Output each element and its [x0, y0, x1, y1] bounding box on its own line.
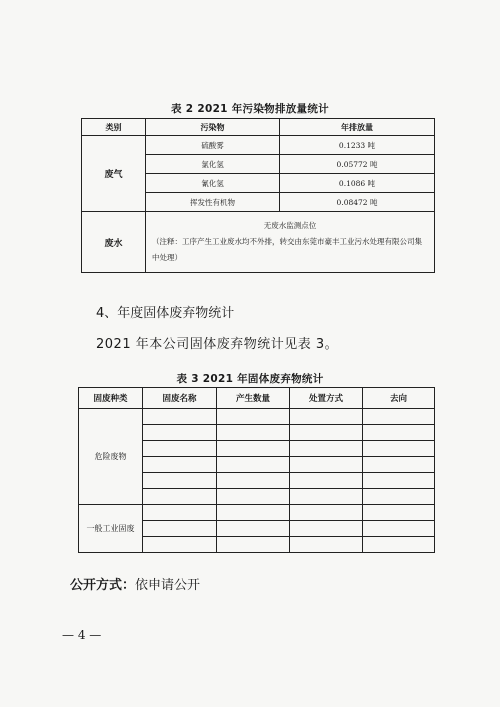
- table-cell: [363, 489, 435, 505]
- table-cell: [363, 473, 435, 489]
- table-cell: [290, 441, 363, 457]
- table-cell: [363, 425, 435, 441]
- table-cell: [143, 441, 217, 457]
- table-cell: [217, 489, 290, 505]
- table-cell: [143, 537, 217, 553]
- table-cell: [290, 489, 363, 505]
- table-cell: [363, 505, 435, 521]
- table-cell: [217, 537, 290, 553]
- disclosure-line: [70, 574, 200, 593]
- table-cell: [143, 505, 217, 521]
- table2-caption: 表 2 2021 年污染物排放量统计: [171, 103, 329, 115]
- general-waste-label: 一般工业固废: [79, 505, 143, 553]
- solid-waste-table: [78, 387, 435, 553]
- table-row: [79, 409, 435, 425]
- table-cell: [363, 409, 435, 425]
- table-cell: [363, 457, 435, 473]
- table-cell: [290, 473, 363, 489]
- table-cell: [363, 537, 435, 553]
- column-header-pollutant: 污染物: [146, 119, 280, 136]
- amount-cell: 0.05772 吨: [280, 155, 435, 174]
- table-cell: [217, 441, 290, 457]
- column-header-destination: 去向: [363, 388, 435, 409]
- table-cell: [290, 425, 363, 441]
- table-cell: [217, 473, 290, 489]
- pollutant-emission-table: [81, 118, 435, 273]
- section-body: 2021 年本公司固体废弃物统计见表 3。: [96, 337, 339, 352]
- table-cell: [143, 409, 217, 425]
- hazardous-waste-label: 危险废物: [79, 409, 143, 505]
- table-cell: [143, 521, 217, 537]
- table-cell: [217, 425, 290, 441]
- table-cell: [290, 537, 363, 553]
- amount-cell: 0.1233 吨: [280, 136, 435, 155]
- table3-caption: 表 3 2021 年固体废弃物统计: [176, 373, 324, 385]
- column-header-category: 类别: [82, 119, 146, 136]
- column-header-annual-emission: 年排放量: [280, 119, 435, 136]
- table-cell: [363, 521, 435, 537]
- amount-cell: 0.08472 吨: [280, 193, 435, 212]
- table-header-row: [79, 388, 435, 409]
- category-water: 废水: [82, 212, 146, 273]
- table-cell: [363, 441, 435, 457]
- table-cell: [143, 457, 217, 473]
- table-cell: [217, 505, 290, 521]
- pollutant-cell: 氰化氢: [146, 174, 280, 193]
- table-cell: [290, 409, 363, 425]
- table-row: [79, 505, 435, 521]
- column-header-waste-name: 固废名称: [143, 388, 217, 409]
- water-note-cell: [146, 212, 435, 273]
- table-cell: [143, 473, 217, 489]
- table-cell: [143, 489, 217, 505]
- column-header-disposal-method: 处置方式: [290, 388, 363, 409]
- column-header-quantity: 产生数量: [217, 388, 290, 409]
- category-gas: 废气: [82, 136, 146, 212]
- disclosure-label: 公开方式：: [70, 578, 136, 593]
- pollutant-cell: 挥发性有机物: [146, 193, 280, 212]
- table-cell: [143, 425, 217, 441]
- pollutant-cell: 硫酸雾: [146, 136, 280, 155]
- water-note-line1: 无废水监测点位: [263, 221, 317, 230]
- table-row: [82, 212, 435, 273]
- table-cell: [217, 521, 290, 537]
- table-header-row: [82, 119, 435, 136]
- disclosure-value: 依申请公开: [135, 578, 201, 593]
- pollutant-cell: 氯化氢: [146, 155, 280, 174]
- table-cell: [217, 409, 290, 425]
- water-note-line2: （注释：工序产生工业废水均不外排，转交由东莞市豪丰工业污水处理有限公司集中处理）: [152, 237, 422, 262]
- table-cell: [290, 521, 363, 537]
- section-heading: 4、年度固体废弃物统计: [96, 306, 235, 321]
- table-cell: [290, 457, 363, 473]
- page-number: — 4 —: [62, 628, 102, 642]
- amount-cell: 0.1086 吨: [280, 174, 435, 193]
- table-cell: [290, 505, 363, 521]
- table-cell: [217, 457, 290, 473]
- table-row: [82, 136, 435, 155]
- column-header-waste-type: 固废种类: [79, 388, 143, 409]
